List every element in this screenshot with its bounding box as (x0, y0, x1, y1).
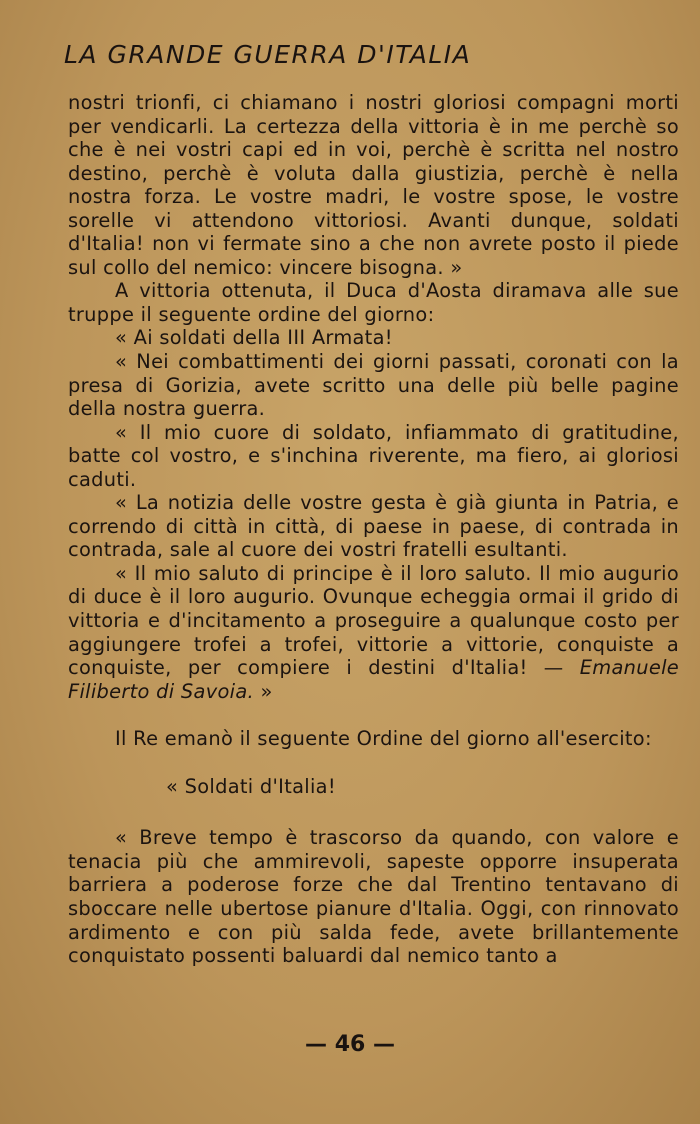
paragraph: « Ai soldati della III Armata! (115, 326, 393, 350)
closing-quote: » (253, 679, 273, 703)
paragraph: « La notizia delle vostre gesta è già giunta in Patria, e correndo di città in città, di paese in paese, di contrada in contrada, sale al cuore dei vostri fratelli esultanti. (68, 491, 679, 562)
running-head: LA GRANDE GUERRA D'ITALIA (64, 40, 472, 69)
body-text (68, 91, 679, 968)
heading-quote: « Soldati d'Italia! (166, 774, 336, 798)
paragraph: « Breve tempo è trascorso da quando, con valore e tenacia più che ammirevoli, sapeste opporre insuperata barriera a poderose forze che dal Trentino tentavano di sboccare nelle ubertose pianure d'Italia. Oggi, con rinnovato ardimento e con più salda fede, avete brillantemente conquistato possenti baluardi dal nemico tanto a (68, 826, 679, 968)
paragraph (68, 562, 679, 703)
paragraph: A vittoria ottenuta, il Duca d'Aosta diramava alle sue truppe il seguente ordine del giorno: (68, 279, 679, 326)
paragraph-text: « Il mio saluto di principe è il loro saluto. Il mio augurio di duce è il loro augurio. Ovunque echeggia ormai il grido di vittoria e d'incitamento a proseguire a qualunque costo per aggiungere trofei a trofei, vittorie a vittorie, conquiste a conquiste, per compiere i destini d'Italia! — (68, 561, 679, 680)
paragraph: nostri trionfi, ci chiamano i nostri gloriosi compagni morti per vendicarli. La certezza della vittoria è in me perchè so che è nei vostri capi ed in voi, perchè è scritta nel nostro destino, perchè è voluta dalla giustizia, perchè è nella nostra forza. Le vostre madri, le vostre spose, le vostre sorelle vi attendono vittoriosi. Avanti dunque, soldati d'Italia! non vi fermate sino a che non avrete posto il piede sul collo del nemico: vincere bisogna. » (68, 91, 679, 279)
paragraph: « Nei combattimenti dei giorni passati, coronati con la presa di Gorizia, avete scritto una delle più belle pagine della nostra guerra. (68, 350, 679, 421)
paragraph: Il Re emanò il seguente Ordine del giorno all'esercito: (115, 727, 652, 751)
signature: Emanuele Filiberto di Savoia. (68, 656, 679, 703)
paragraph: « Il mio cuore di soldato, infiammato di gratitudine, batte col vostro, e s'inchina riverente, ma fiero, ai gloriosi caduti. (68, 420, 679, 491)
page-number: — 46 — (305, 1032, 395, 1057)
